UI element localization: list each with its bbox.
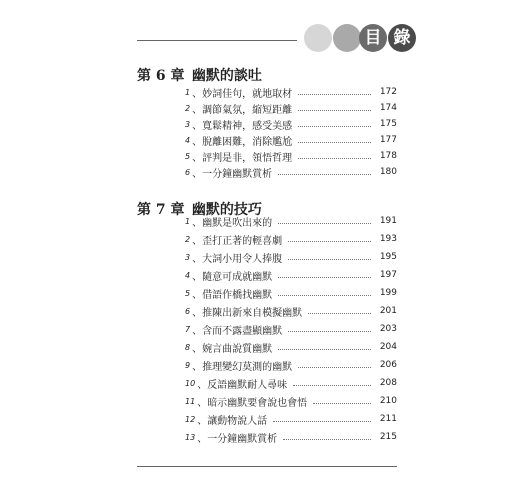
leader-dots <box>273 420 371 422</box>
decor-circle-light <box>304 24 332 52</box>
entry-page: 210 <box>379 396 397 406</box>
toc-entry[interactable] <box>185 429 397 445</box>
toc-entry[interactable] <box>185 411 397 427</box>
leader-dots <box>283 438 371 440</box>
entry-sep: 、 <box>192 152 203 164</box>
entry-page: 178 <box>379 151 397 161</box>
toc-entry[interactable] <box>185 148 397 164</box>
entry-title: 讓動物說人話 <box>207 415 268 427</box>
entry-page: 204 <box>379 342 397 352</box>
entry-page: 199 <box>379 288 397 298</box>
entry-page: 175 <box>379 119 397 129</box>
entry-title: 一分鐘幽默賞析 <box>202 168 273 180</box>
entry-title: 隨意可成就幽默 <box>202 271 273 283</box>
title-char-1: 目 <box>359 24 387 52</box>
toc-entry[interactable] <box>185 213 397 229</box>
entry-title: 脫離困難，消除尷尬 <box>202 136 293 148</box>
toc-entry[interactable] <box>185 357 397 373</box>
entry-index: 6 <box>185 167 191 177</box>
toc-entry[interactable] <box>185 267 397 283</box>
entry-page: 180 <box>379 167 397 177</box>
entry-sep: 、 <box>192 136 203 148</box>
entry-title: 含而不露盡顯幽默 <box>202 325 283 337</box>
entry-sep: 、 <box>197 433 208 445</box>
entry-sep: 、 <box>192 168 203 180</box>
entry-index: 6 <box>185 306 191 316</box>
entry-page: 206 <box>379 360 397 370</box>
toc-entry[interactable] <box>185 393 397 409</box>
entry-sep: 、 <box>192 325 203 337</box>
toc-entry[interactable] <box>185 84 397 100</box>
footer-rule <box>137 466 397 467</box>
leader-dots <box>293 384 371 386</box>
entry-title: 推陳出新來自模擬幽默 <box>202 307 303 319</box>
toc-entry[interactable] <box>185 321 397 337</box>
entry-page: 197 <box>379 270 397 280</box>
entry-page: 208 <box>379 378 397 388</box>
chapter-title: 幽默的談吐 <box>191 68 262 84</box>
entry-title: 推理變幻莫測的幽默 <box>202 361 293 373</box>
entry-index: 12 <box>185 414 196 424</box>
entry-index: 13 <box>185 432 196 442</box>
chapter-number: 第 6 章 <box>137 68 185 84</box>
leader-dots <box>278 222 371 224</box>
entry-title: 一分鐘幽默賞析 <box>207 433 278 445</box>
entry-sep: 、 <box>192 361 203 373</box>
entry-sep: 、 <box>192 253 203 265</box>
entry-index: 10 <box>185 378 196 388</box>
chapter-7 <box>137 201 397 445</box>
toc-entry[interactable] <box>185 339 397 355</box>
entry-index: 3 <box>185 252 191 262</box>
leader-dots <box>298 366 371 368</box>
entry-title: 借語作橋找幽默 <box>202 289 273 301</box>
entry-title: 婉言曲說質幽默 <box>202 343 273 355</box>
entry-title: 幽默是吹出來的 <box>202 217 273 229</box>
entry-title: 暗示幽默要會說也會悟 <box>207 397 308 409</box>
entry-page: 172 <box>379 87 397 97</box>
toc-entry[interactable] <box>185 164 397 180</box>
entry-page: 177 <box>379 135 397 145</box>
leader-dots <box>278 276 371 278</box>
entry-page: 193 <box>379 234 397 244</box>
leader-dots <box>298 157 371 159</box>
leader-dots <box>308 312 371 314</box>
entry-page: 215 <box>379 432 397 442</box>
entry-title: 評判是非，領悟哲理 <box>202 152 293 164</box>
decor-circle-mid <box>333 24 361 52</box>
entry-page: 174 <box>379 103 397 113</box>
entry-title: 寬鬆精神，感受美感 <box>202 120 293 132</box>
entry-index: 4 <box>185 135 191 145</box>
entry-index: 7 <box>185 324 191 334</box>
entry-sep: 、 <box>192 88 203 100</box>
toc-entry[interactable] <box>185 303 397 319</box>
header-rule <box>137 40 297 41</box>
leader-dots <box>288 258 371 260</box>
entry-sep: 、 <box>192 289 203 301</box>
entry-title: 反語幽默耐人尋味 <box>207 379 288 391</box>
entry-sep: 、 <box>197 415 208 427</box>
toc-entry[interactable] <box>185 231 397 247</box>
leader-dots <box>288 330 371 332</box>
leader-dots <box>278 173 371 175</box>
leader-dots <box>298 109 371 111</box>
entry-page: 195 <box>379 252 397 262</box>
entry-sep: 、 <box>197 397 208 409</box>
chapter-number: 第 7 章 <box>137 202 185 218</box>
entry-title: 妙詞佳句，就地取材 <box>202 88 293 100</box>
entry-sep: 、 <box>192 235 203 247</box>
chapter-6 <box>137 67 397 187</box>
entry-sep: 、 <box>192 217 203 229</box>
chapter-heading <box>137 67 397 85</box>
entry-page: 201 <box>379 306 397 316</box>
leader-dots <box>298 125 371 127</box>
entry-index: 3 <box>185 119 191 129</box>
leader-dots <box>298 141 371 143</box>
leader-dots <box>298 93 371 95</box>
toc-entry[interactable] <box>185 100 397 116</box>
leader-dots <box>278 294 371 296</box>
entry-sep: 、 <box>197 379 208 391</box>
leader-dots <box>278 348 371 350</box>
entry-index: 5 <box>185 288 191 298</box>
leader-dots <box>313 402 371 404</box>
toc-entry[interactable] <box>185 132 397 148</box>
entry-index: 8 <box>185 342 191 352</box>
entry-index: 2 <box>185 103 191 113</box>
entry-title: 調節氣氛，縮短距離 <box>202 104 293 116</box>
chapter-title: 幽默的技巧 <box>191 202 262 218</box>
entry-index: 1 <box>185 87 191 97</box>
entry-index: 11 <box>185 396 196 406</box>
entry-title: 大詞小用令人捧腹 <box>202 253 283 265</box>
entry-index: 2 <box>185 234 191 244</box>
entry-sep: 、 <box>192 120 203 132</box>
entry-page: 211 <box>379 414 397 424</box>
entry-title: 歪打正著的輕喜劇 <box>202 235 283 247</box>
entry-page: 191 <box>379 216 397 226</box>
toc-entry[interactable] <box>185 285 397 301</box>
entry-sep: 、 <box>192 104 203 116</box>
entry-index: 5 <box>185 151 191 161</box>
entry-sep: 、 <box>192 271 203 283</box>
title-char-2: 錄 <box>388 24 416 52</box>
entry-sep: 、 <box>192 307 203 319</box>
entry-index: 4 <box>185 270 191 280</box>
leader-dots <box>288 240 371 242</box>
toc-entry[interactable] <box>185 116 397 132</box>
toc-entry[interactable] <box>185 375 397 391</box>
entry-sep: 、 <box>192 343 203 355</box>
entry-page: 203 <box>379 324 397 334</box>
toc-entry[interactable] <box>185 249 397 265</box>
entry-index: 9 <box>185 360 191 370</box>
entry-index: 1 <box>185 216 191 226</box>
